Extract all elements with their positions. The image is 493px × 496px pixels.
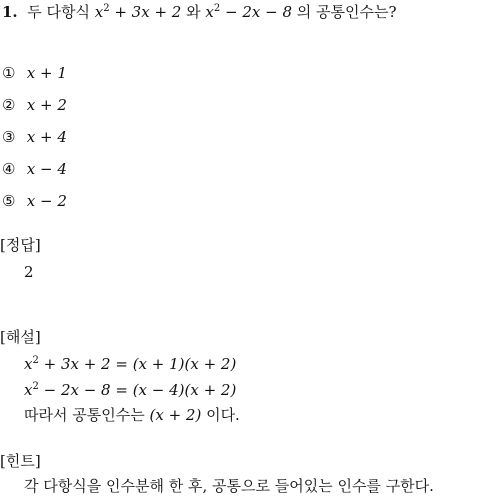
question-lead: 두 다항식 xyxy=(27,3,90,21)
option-text: x − 2 xyxy=(26,192,67,210)
solution-line-2: $x^2 - 2x - 8 = (x - 4)(x + 2)$ xyxy=(24,381,237,399)
hint-label: [힌트] xyxy=(0,452,41,470)
option-4[interactable] xyxy=(2,160,67,178)
option-marker: ④ xyxy=(2,160,16,178)
question-line xyxy=(2,3,397,21)
option-marker: ⑤ xyxy=(2,192,16,210)
option-text: x + 4 xyxy=(26,128,67,146)
option-text: x − 4 xyxy=(26,160,67,178)
question-number: 1. xyxy=(2,3,18,21)
solution-label: [해설] xyxy=(0,328,41,346)
question-conj: 와 xyxy=(186,3,201,21)
option-marker: ① xyxy=(2,64,16,82)
question-tail: 의 공통인수는? xyxy=(296,3,397,21)
option-text: x + 2 xyxy=(26,96,67,114)
solution-line-1: $x^2 + 3x + 2 = (x + 1)(x + 2)$ xyxy=(24,355,237,373)
option-5[interactable] xyxy=(2,192,67,210)
solution-line-3: 따라서 공통인수는 (x + 2) 이다. xyxy=(24,406,240,424)
question-expr1: $x^2 + 3x + 2$ xyxy=(94,3,182,21)
option-text: x + 1 xyxy=(26,64,67,82)
option-marker: ② xyxy=(2,96,16,114)
question-expr2: $x^2 - 2x - 8$ xyxy=(205,3,293,21)
hint-text: 각 다항식을 인수분해 한 후, 공통으로 들어있는 인수를 구한다. xyxy=(24,477,434,495)
answer-label: [정답] xyxy=(0,236,41,254)
option-3[interactable] xyxy=(2,128,67,146)
option-2[interactable] xyxy=(2,96,67,114)
option-marker: ③ xyxy=(2,128,16,146)
answer-value: 2 xyxy=(24,263,34,281)
option-1[interactable] xyxy=(2,64,67,82)
